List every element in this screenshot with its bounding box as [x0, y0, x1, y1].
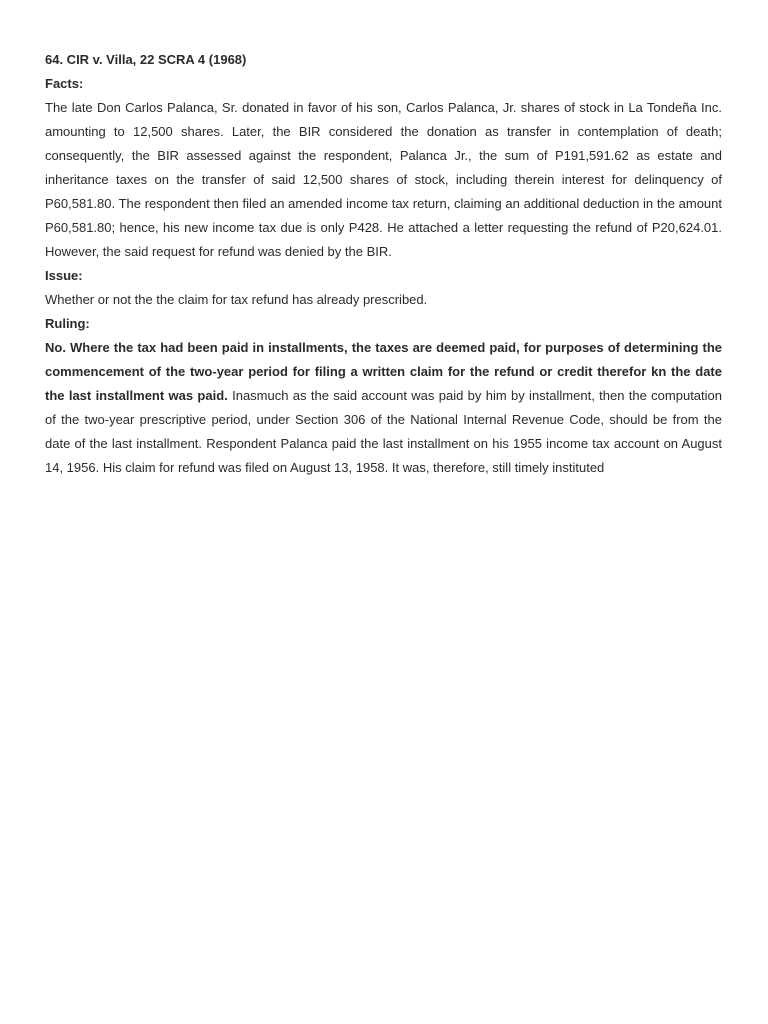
ruling-heading: Ruling:	[45, 316, 90, 331]
ruling-explanation: Inasmuch as the said account was paid by him by installment, then the computation of the two-year prescriptive period, under Section 306 of the National Internal Revenue Code, should be from the date of the last installment. Respondent Palanca paid the last installment on his 1955 income tax account on August 14, 1956. His claim for refund was filed on August 13, 1958. It was, therefore, still timely instituted	[45, 388, 722, 475]
facts-heading: Facts:	[45, 76, 84, 91]
facts-paragraph: The late Don Carlos Palanca, Sr. donated in favor of his son, Carlos Palanca, Jr. shares of stock in La Tondeña Inc. amounting to 12,500 shares. Later, the BIR considered the donation as transfer in contemplation of death; consequently, the BIR assessed against the respondent, Palanca Jr., the sum of P191,591.62 as estate and inheritance taxes on the transfer of said 12,500 shares of stock, including therein interest for delinquency of P60,581.80. The respondent then filed an amended income tax return, claiming an additional deduction in the amount P60,581.80; hence, his new income tax due is only P428. He attached a letter requesting the refund of P20,624.01. However, the said request for refund was denied by the BIR.	[45, 100, 722, 259]
case-title: 64. CIR v. Villa, 22 SCRA 4 (1968)	[45, 52, 247, 67]
issue-paragraph: Whether or not the the claim for tax refund has already prescribed.	[45, 292, 428, 307]
ruling-holding: No. Where the tax had been paid in installments, the taxes are deemed paid, for purposes of determining the commencement of the two-year period for filing a written claim for the refund or credit therefor kn the date the last installment was paid.	[45, 340, 722, 403]
document-page	[45, 48, 722, 480]
issue-heading: Issue:	[45, 268, 83, 283]
ruling-paragraph	[45, 336, 722, 480]
